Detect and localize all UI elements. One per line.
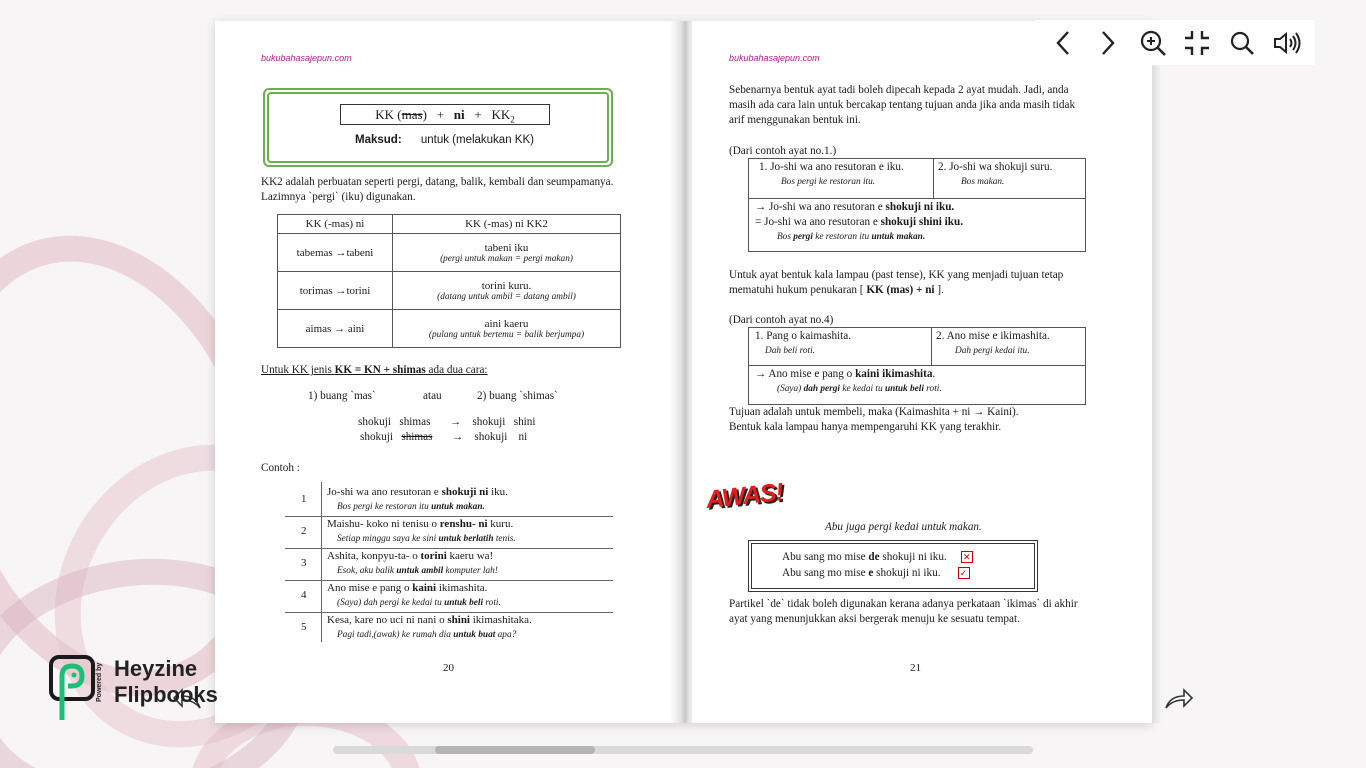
page-21[interactable] — [692, 21, 1152, 723]
table-row: tabemas →tabeni tabeni iku (pergi untuk makan = pergi makan) — [278, 234, 621, 272]
cara-2: 2) buang `shimas` — [477, 390, 558, 402]
next-icon[interactable] — [1091, 26, 1125, 60]
abu-sentence-correct: Abu sang mo mise e shokuji ni iku. ✓ — [782, 566, 970, 581]
fullscreen-exit-icon[interactable] — [1180, 26, 1214, 60]
list-item: 2 Maishu- koko ni tenisu o renshu- ni kuru. Setiap minggu saya ke sini untuk berlatih tenis. — [285, 517, 613, 549]
atau: atau — [423, 390, 442, 402]
cara-1: 1) buang `mas` — [308, 390, 376, 402]
heyzine-logo[interactable] — [48, 654, 248, 724]
formula: KK (mas) + ni + $KK_2$ — [340, 104, 550, 125]
page-edge — [1152, 66, 1160, 723]
table-row: torimas →torini torini kuru. (datang untuk ambil = datang ambil) — [278, 272, 621, 310]
dari-contoh-4: (Dari contoh ayat no.4) — [729, 314, 834, 326]
abu-sentence-wrong: Abu sang mo mise de shokuji ni iku. ✕ — [782, 550, 973, 565]
contoh-label: Contoh : — [261, 462, 300, 474]
example-box-2: 1. Pang o kaimashita. Dah beli roti. 2. Ano mise e ikimashita. Dah pergi kedai itu. → Ano mise e pang o kaini ikimashita. (Saya) dah pergi ke kedai tu untuk beli roti. — [748, 327, 1086, 405]
page-number: 21 — [910, 662, 921, 674]
paragraph: KK2 adalah perbuatan seperti pergi, datang, balik, kembali dan seumpamanya. Lazimnya `pergi` (iku) digunakan. — [261, 176, 614, 203]
table-row: aimas → aini aini kaeru (pulang untuk bertemu = balik berjumpa) — [278, 310, 621, 348]
sound-icon[interactable] — [1270, 26, 1304, 60]
paragraph: Tujuan adalah untuk membeli, maka (Kaimashita + ni → Kaini). Bentuk kala lampau hanya mempengaruhi KK yang terakhir. — [729, 406, 1019, 433]
list-item: 5 Kesa, kare no uci ni nani o shini ikimashitaka. Pagi tadi,(awak) ke rumah dia untuk buat apa? — [285, 613, 613, 644]
conversion-line-2: shokuji shimas → shokuji ni — [360, 431, 528, 443]
wrong-icon: ✕ — [961, 551, 973, 563]
paragraph: Partikel `de` tidak boleh digunakan kerana adanya perkataan `ikimas` di akhir ayat yang menunjukkan aksi bergerak menuju ke sesuatu tempat. — [729, 598, 1078, 625]
paragraph: Untuk ayat bentuk kala lampau (past tense), KK yang menjadi tujuan tetap mematuhi hukum penukaran [ KK (mas) + ni ]. — [729, 269, 1064, 296]
formula-frame-inner — [267, 92, 609, 163]
search-icon[interactable] — [1225, 26, 1259, 60]
flipbook — [215, 21, 1152, 723]
brand-line-2: Flipbooks — [114, 682, 218, 707]
brand-line-1: Heyzine — [114, 656, 198, 681]
site-url: bukubahasajepun.com — [261, 53, 352, 63]
example-box-1: 1. Jo-shi wa ano resutoran e iku. Bos pergi ke restoran itu. 2. Jo-shi wa shokuji suru. Bos makan. → Jo-shi wa ano resutoran e shokuji ni iku. = Jo-shi wa ano resutoran e shokuji shini iku. Bos pergi ke restoran itu untuk makan. — [748, 158, 1086, 252]
zoom-in-icon[interactable] — [1136, 26, 1170, 60]
abu-title: Abu juga pergi kedai untuk makan. — [825, 521, 982, 533]
list-item: 3 Ashita, konpyu-ta- o torini kaeru wa! Esok, aku balik untuk ambil komputer lah! — [285, 549, 613, 581]
redo-turn-icon[interactable] — [1162, 686, 1194, 717]
maksud: Maksud: untuk (melakukan KK) — [355, 134, 534, 146]
site-url: bukubahasajepun.com — [729, 53, 820, 63]
dari-contoh-1: (Dari contoh ayat no.1.) — [729, 145, 837, 157]
awas-warning-logo: AWAS! — [704, 478, 785, 514]
scrollbar-thumb[interactable] — [435, 746, 595, 754]
parrot-logo-icon — [48, 654, 96, 724]
untuk-heading: Untuk KK jenis KK = KN + shimas ada dua cara: — [261, 364, 488, 376]
list-item: 4 Ano mise e pang o kaini ikimashita. (Saya) dah pergi ke kedai tu untuk beli roti. — [285, 581, 613, 613]
check-icon: ✓ — [958, 567, 970, 579]
paragraph: Sebenarnya bentuk ayat tadi boleh dipecah kepada 2 ayat mudah. Jadi, anda masih ada cara lain untuk bercakap tentang tujuan anda jika anda masih tidak arif menggunakan bentuk ini. — [729, 84, 1076, 126]
page-number: 20 — [443, 662, 454, 674]
prev-icon[interactable] — [1046, 26, 1080, 60]
powered-by-label: Powered by — [96, 662, 103, 702]
list-item: 1 Jo-shi wa ano resutoran e shokuji ni iku. Bos pergi ke restoran itu untuk makan. — [285, 485, 613, 517]
conversion-table: KK (-mas) ni KK (-mas) ni KK2 tabemas →tabeni tabeni iku (pergi untuk makan = pergi makan) torimas →torini torini kuru. (datang untuk ambil = datang ambil) aimas → aini aini kaeru (pulang untuk bertemu = balik berjumpa) — [277, 214, 621, 348]
page-20[interactable] — [215, 21, 677, 723]
viewer-toolbar — [1035, 20, 1315, 65]
conversion-line-1: shokuji shimas → shokuji shini — [358, 416, 536, 428]
